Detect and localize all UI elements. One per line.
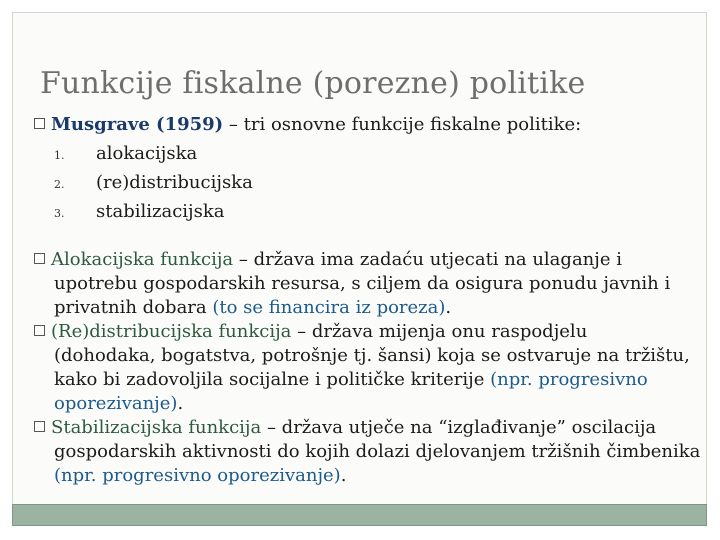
note-text: (npr. progresivno	[490, 369, 648, 390]
paragraph-text: .	[445, 297, 452, 318]
redistribution-term: (Re)distribucijska funkcija	[51, 321, 292, 342]
list-label: (re)distribucijska	[96, 172, 253, 193]
functions-list	[54, 140, 253, 227]
list-number: 1.	[54, 149, 65, 162]
paragraph-text: gospodarskih aktivnosti do kojih dolazi djelovanjem tržišnih čimbenika	[54, 441, 701, 462]
list-label: stabilizacijska	[96, 201, 225, 222]
footer-bar	[12, 504, 707, 526]
stabilization-term: Stabilizacijska funkcija	[51, 417, 262, 438]
list-label: alokacijska	[96, 143, 198, 164]
bullet-box-icon	[34, 421, 45, 432]
redistribution-paragraph	[34, 320, 690, 416]
paragraph-line	[34, 392, 690, 416]
note-text: oporezivanje)	[54, 393, 178, 414]
paragraph-line	[34, 464, 700, 488]
note-text: (npr. progresivno oporezivanje)	[54, 465, 341, 486]
musgrave-text: – tri osnovne funkcije fiskalne politike:	[223, 114, 582, 135]
slide-title: Funkcije fiskalne (porezne) politike	[40, 66, 586, 101]
list-item	[54, 169, 253, 198]
paragraph-line	[34, 296, 670, 320]
paragraph-text: (dohodaka, bogatstva, potrošnje tj. šansi) koja se ostvaruje na tržištu,	[54, 345, 690, 366]
allocation-term: Alokacijska funkcija	[51, 249, 234, 270]
bullet-box-icon	[34, 325, 45, 336]
list-number: 3.	[54, 207, 65, 220]
stabilization-paragraph	[34, 416, 700, 488]
allocation-paragraph	[34, 248, 670, 320]
paragraph-text: upotrebu gospodarskih resursa, s ciljem da osigura ponudu javnih i	[54, 273, 671, 294]
paragraph-text: kako bi zadovoljila socijalne i političke kriterije	[54, 369, 491, 390]
paragraph-text: privatnih dobara	[54, 297, 213, 318]
bullet-box-icon	[34, 253, 45, 264]
paragraph-text: – država ima zadaću utjecati na ulaganje i	[233, 249, 622, 270]
paragraph-text: .	[340, 465, 347, 486]
note-text: (to se financira iz poreza)	[212, 297, 446, 318]
musgrave-paragraph	[34, 113, 581, 137]
paragraph-text: – država mijenja onu raspodjelu	[291, 321, 588, 342]
bullet-box-icon	[34, 118, 45, 129]
paragraph-text: .	[177, 393, 184, 414]
musgrave-reference: Musgrave (1959)	[51, 114, 224, 135]
list-number: 2.	[54, 178, 65, 191]
paragraph-line	[34, 368, 690, 392]
paragraph-text: – država utječe na “izglađivanje” oscilacija	[261, 417, 657, 438]
list-item	[54, 140, 253, 169]
list-item	[54, 198, 253, 227]
